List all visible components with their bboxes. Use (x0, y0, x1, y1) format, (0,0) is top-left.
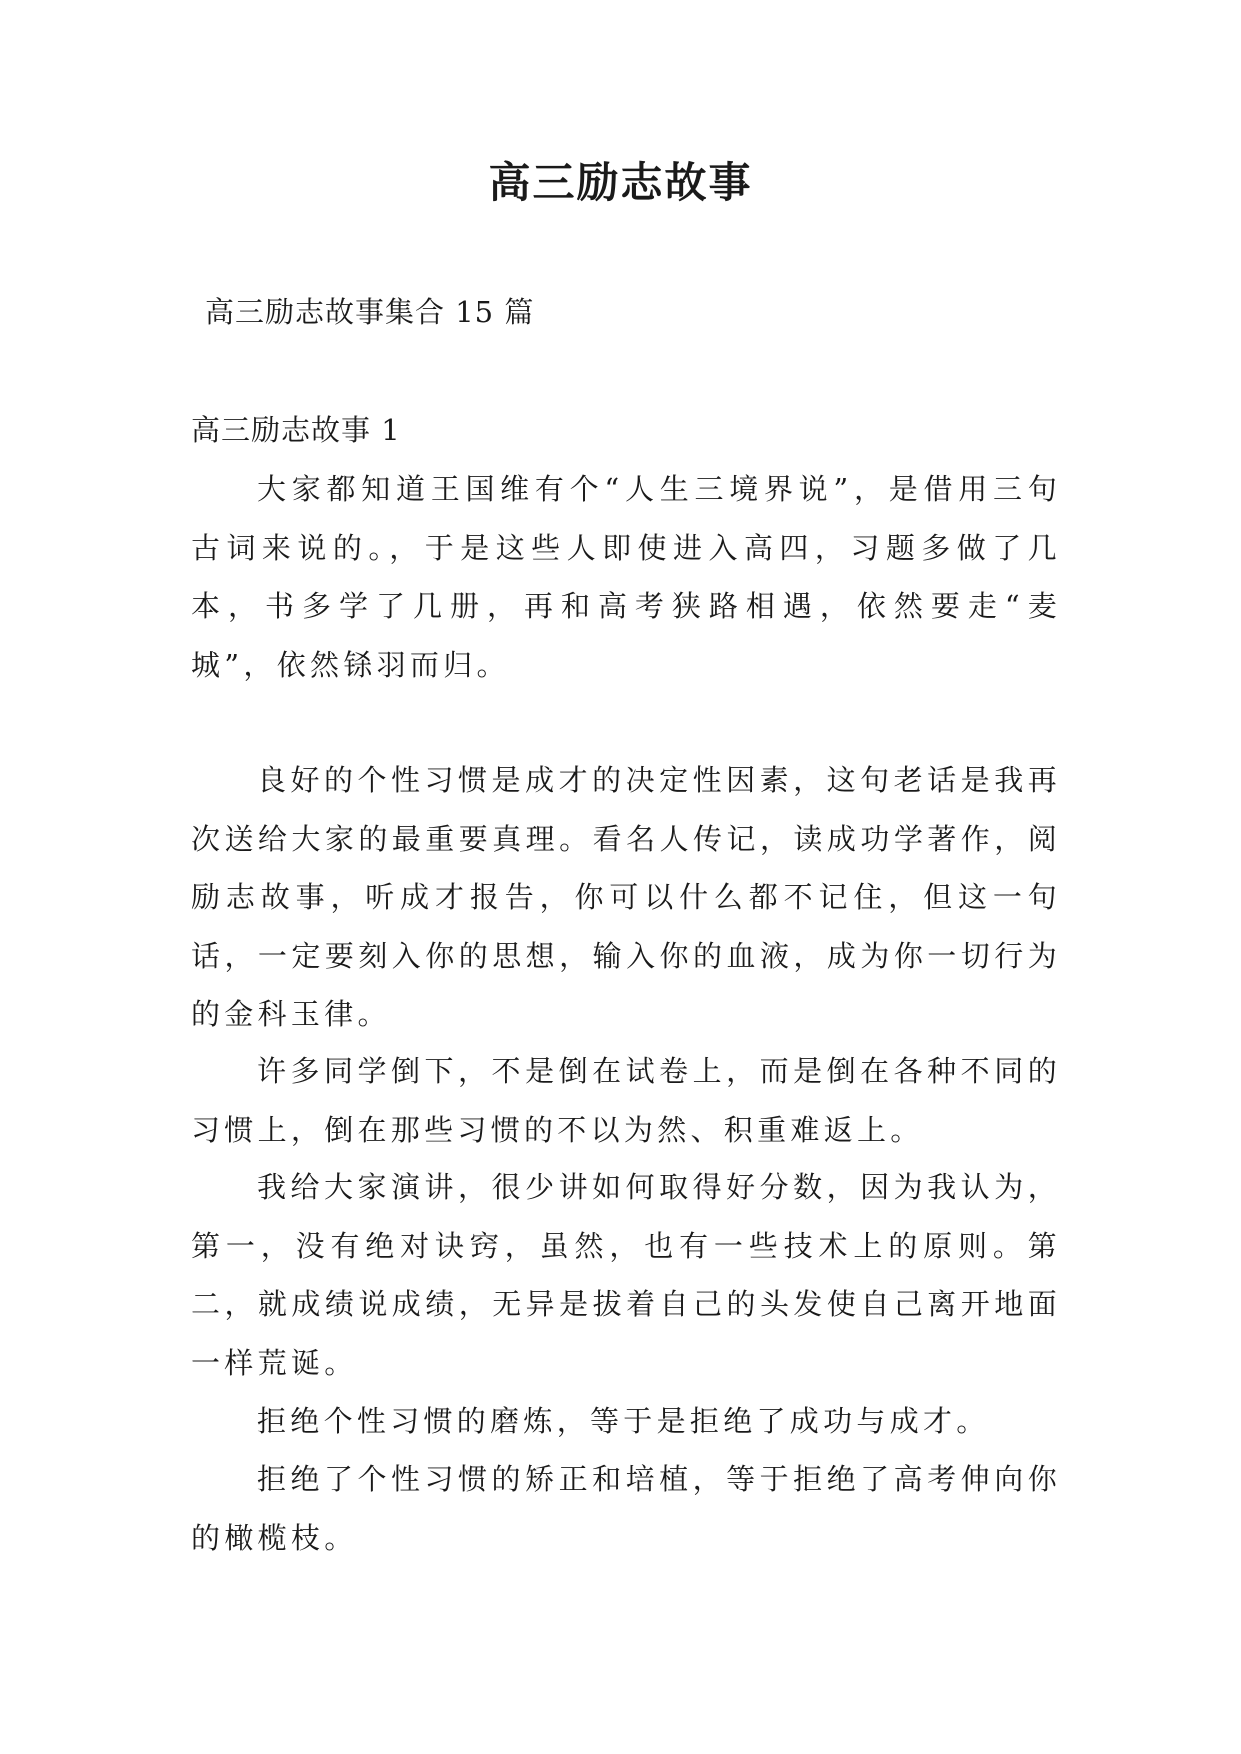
paragraph-1: 大家都知道王国维有个“人生三境界说”，是借用三句古词来说的。，于是这些人即使进入高四，习题多做了几本，书多学了几册，再和高考狭路相遇，依然要走“麦城”，依然铩羽而归。 (191, 472, 1061, 682)
paragraph-2: 良好的个性习惯是成才的决定性因素，这句老话是我再次送给大家的最重要真理。看名人传记，读成功学著作，阅励志故事，听成才报告，你可以什么都不记住，但这一句话，一定要刻入你的思想，输入你的血液，成为你一切行为的金科玉律。 (191, 763, 1061, 1031)
paragraph-5: 拒绝个性习惯的磨炼，等于是拒绝了成功与成才。 (257, 1404, 990, 1438)
paragraph-3: 许多同学倒下，不是倒在试卷上，而是倒在各种不同的习惯上，倒在那些习惯的不以为然、积重难返上。 (191, 1054, 1061, 1147)
section-heading: 高三励志故事 1 (191, 413, 401, 447)
document-subtitle: 高三励志故事集合 15 篇 (205, 295, 535, 329)
document-title: 高三励志故事 (488, 158, 753, 207)
paragraph-6: 拒绝了个性习惯的矫正和培植，等于拒绝了高考伸向你的橄榄枝。 (191, 1462, 1061, 1555)
paragraph-4: 我给大家演讲，很少讲如何取得好分数，因为我认为，第一，没有绝对诀窍，虽然，也有一些技术上的原则。第二，就成绩说成绩，无异是拔着自己的头发使自己离开地面一样荒诞。 (191, 1170, 1061, 1380)
